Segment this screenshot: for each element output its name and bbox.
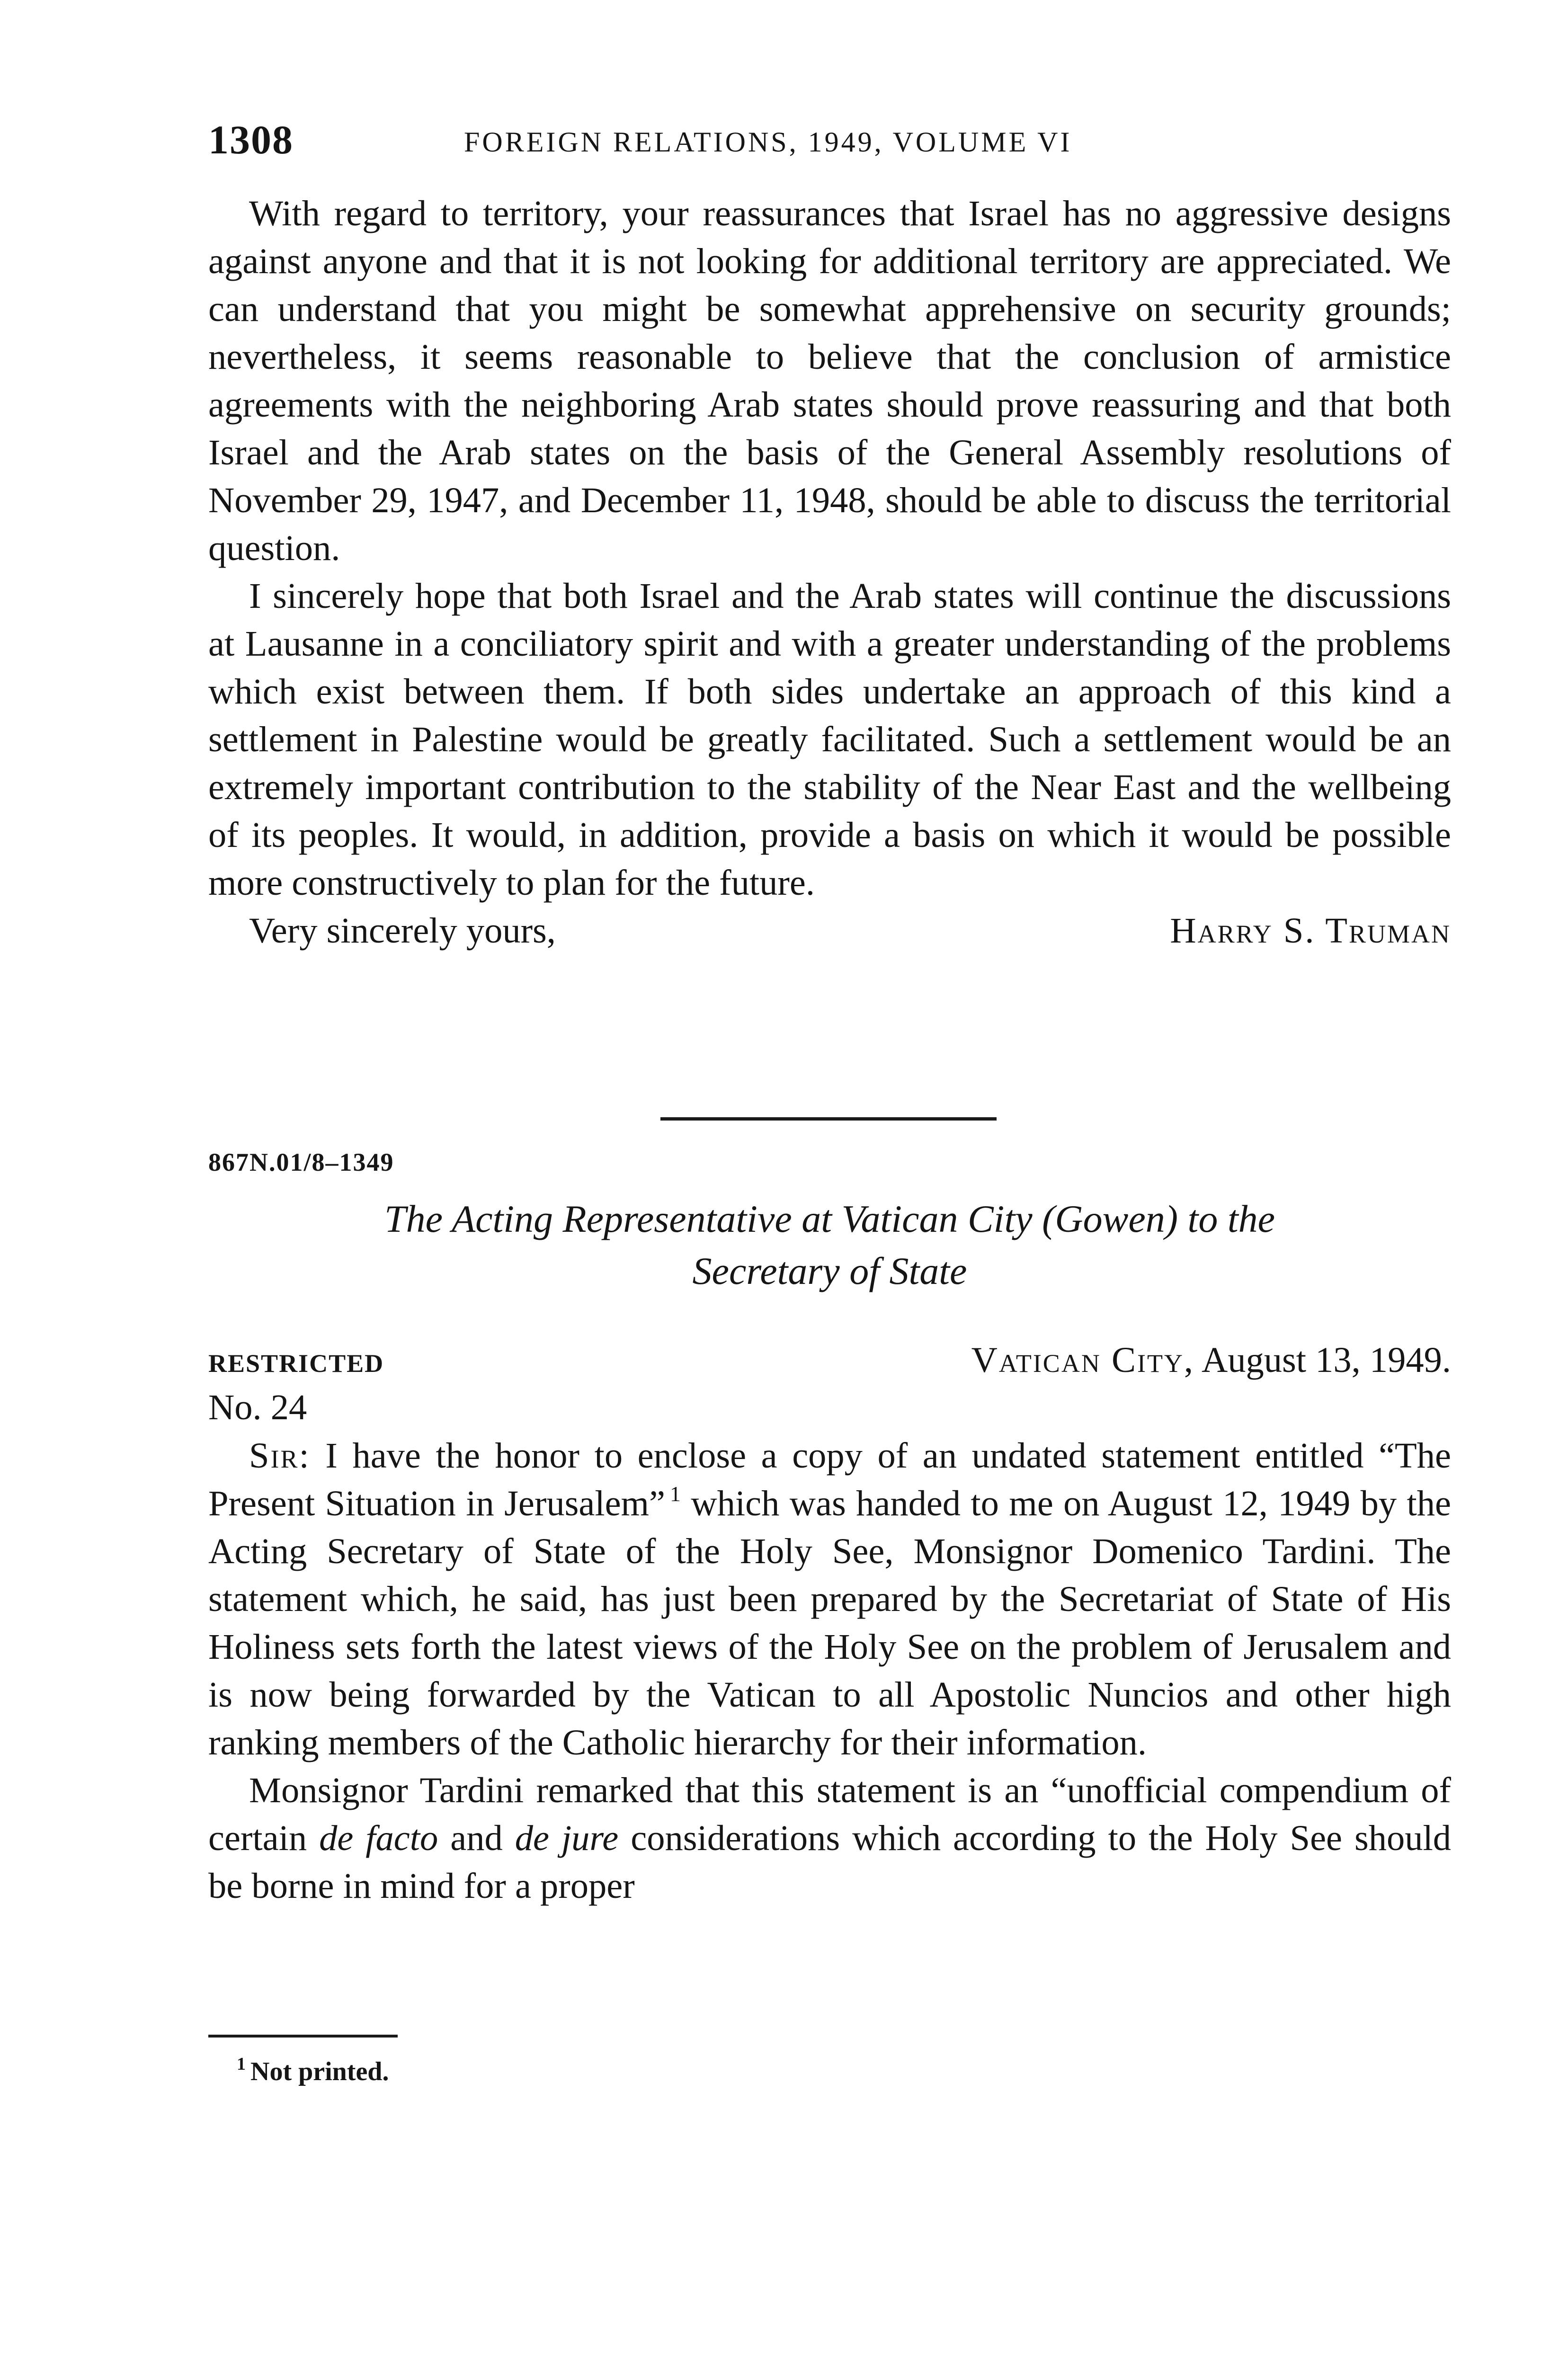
truman-letter-body — [208, 189, 1451, 954]
footnote-marker: 1 — [237, 2054, 246, 2074]
dateline-place: Vatican City, — [971, 1340, 1195, 1380]
section-divider-rule — [660, 1117, 997, 1121]
file-number: 867N.01/8–1349 — [208, 1148, 394, 1176]
dispatch-paragraph-2-text-a: Monsignor Tardini remarked that this statement is an “unofficial compendium of certain — [208, 1770, 1451, 1858]
italic-de-facto: de facto — [319, 1818, 438, 1858]
dispatch-number: No. 24 — [208, 1387, 307, 1427]
letter-closing: Very sincerely yours, — [249, 910, 556, 951]
document-title — [208, 1193, 1451, 1297]
document-title-line-1: The Acting Representative at Vatican City (Gowen) to the — [384, 1197, 1275, 1240]
dispatch-paragraph-2 — [208, 1766, 1451, 1910]
running-head: FOREIGN RELATIONS, 1949, VOLUME VI — [464, 126, 1072, 158]
letter-paragraph-lausanne: I sincerely hope that both Israel and the Arab states will continue the discussions at Lausanne in a conciliatory spirit and with a greater understanding of the problems which exist between them. If both sides undertake an approach of this kind a settlement in Palestine would be greatly facilitated. Such a settlement would be an extremely important contribution to the stability of the Near East and the wellbeing of its peoples. It would, in addition, provide a basis on which it would be possible more constructively to plan for the future. — [208, 576, 1451, 903]
footnote — [237, 2054, 389, 2090]
letter-paragraph-territory: With regard to territory, your reassurances that Israel has no aggressive designs against anyone and that it is not looking for additional territory are appreciated. We can understand that you might be somewhat apprehensive on security grounds; nevertheless, it seems reasonable to believe that the conclusion of armistice agreements with the neighboring Arab states should prove reassuring and that both Israel and the Arab states on the basis of the General Assembly resolutions of November 29, 1947, and December 11, 1948, should be able to discuss the territorial question. — [208, 193, 1451, 568]
letter-signer: Harry S. Truman — [1170, 910, 1451, 951]
page-number: 1308 — [208, 117, 294, 162]
dateline — [971, 1336, 1451, 1384]
dispatch-paragraph-1 — [208, 1432, 1451, 1766]
dispatch-paragraph-2-text-b: considerations which according to the Holy See should be borne in mind for a proper — [208, 1818, 1451, 1906]
dispatch-paragraph-2-and: and — [450, 1818, 503, 1858]
letter-signature-line — [208, 907, 1451, 954]
footnote-rule — [208, 2035, 398, 2038]
dispatch-paragraph-1-text-a: I have the honor to enclose a copy of an undated statement entitled “The Present Situation in Jerusalem” — [208, 1435, 1451, 1523]
footnote-text: Not printed. — [250, 2057, 389, 2086]
page-header — [208, 114, 1451, 166]
classification-label: RESTRICTED — [208, 1349, 384, 1378]
dateline-date: August 13, 1949. — [1201, 1340, 1451, 1380]
italic-de-jure: de jure — [515, 1818, 619, 1858]
gowen-dispatch-body — [208, 1432, 1451, 1910]
footnote-reference: 1 — [670, 1482, 681, 1506]
document-title-line-2: Secretary of State — [692, 1249, 967, 1292]
dispatch-paragraph-1-text-b: which was handed to me on August 12, 1949 by the Acting Secretary of State of the Holy See, Monsignor Domenico Tardini. The statement which, he said, has just been prepared by the Secretariat of State of His Holiness sets forth the latest views of the Holy See on the problem of Jerusalem and is now being forwarded by the Vatican to all Apostolic Nuncios and other high ranking members of the Catholic hierarchy for their information. — [208, 1483, 1452, 1762]
salutation: Sir: — [249, 1435, 311, 1476]
